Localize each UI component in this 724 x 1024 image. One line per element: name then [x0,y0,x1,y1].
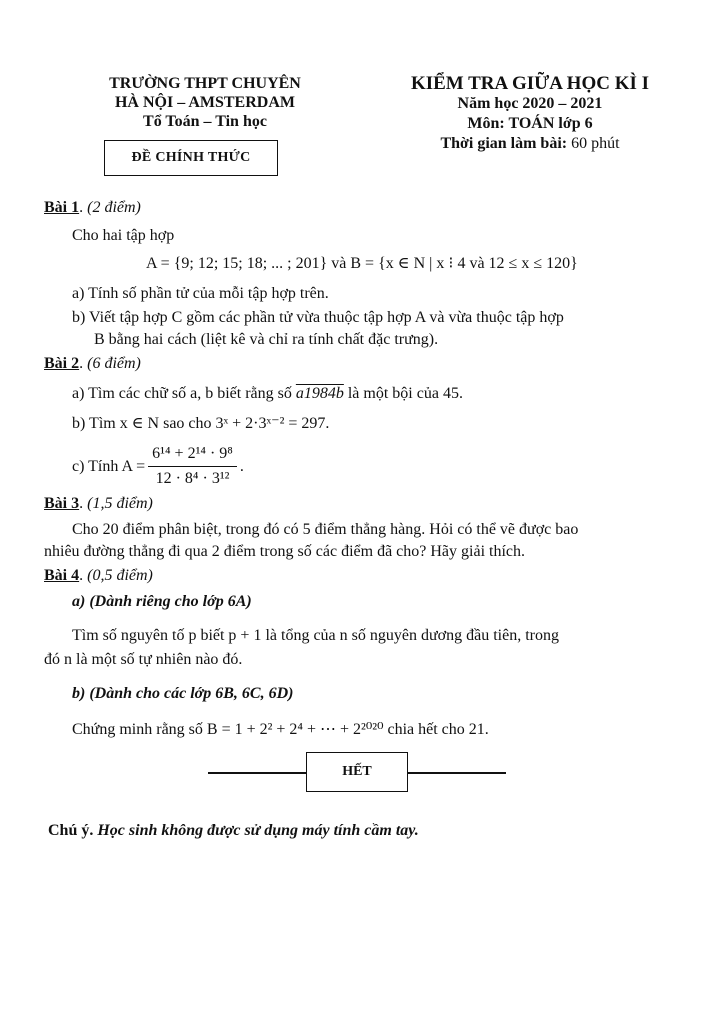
department: Tổ Toán – Tin học [143,113,267,130]
bai1-set-formula: A = {9; 12; 15; 18; ... ; 201} và B = {x ∈ N | x ⁝ 4 và 12 ≤ x ≤ 120} [146,255,578,272]
bai2-c-fraction [148,444,237,489]
bai2-c-post: . [239,457,244,475]
bai4-part-b-label: b) (Dành cho các lớp 6B, 6C, 6D) [72,685,294,702]
bai3-points: (1,5 điểm) [87,495,153,512]
school-year: Năm học 2020 – 2021 [457,95,603,112]
bai1-part-a: a) Tính số phần tử của mỗi tập hợp trên. [72,285,329,302]
bai2-title: Bài 2 [44,355,80,372]
subject: Môn: TOÁN lớp 6 [467,115,593,132]
note-label: Chú ý. [48,822,94,839]
end-label: HẾT [306,752,408,792]
bai1-part-b-line1: b) Viết tập hợp C gồm các phần tử vừa thuộc tập hợp A và vừa thuộc tập hợp [72,309,564,326]
school-name-line2: HÀ NỘI – AMSTERDAM [114,94,295,111]
bai2-a-pre: a) Tìm các chữ số a, b biết rằng số [72,385,292,402]
bai4-points: (0,5 điểm) [87,567,153,584]
bai2-c-numerator: 6¹⁴ + 2¹⁴ · 9⁸ [148,444,237,467]
bai1-intro: Cho hai tập hợp [72,227,175,244]
bai2-part-b: b) Tìm x ∈ N sao cho 3ˣ + 2·3ˣ⁻² = 297. [72,415,330,432]
bai2-c-pre: c) Tính A = [72,457,146,475]
bai4-part-b-text: Chứng minh rằng số B = 1 + 2² + 2⁴ + ⋯ + 2²⁰²⁰ chia hết cho 21. [72,721,489,738]
bai3-line2: nhiêu đường thẳng đi qua 2 điểm trong số các điểm đã cho? Hãy giải thích. [44,543,526,560]
bai1-heading: Bài 1. (2 điểm) [44,199,141,216]
note-text: Học sinh không được sử dụng máy tính cầm tay. [97,822,419,839]
bai3-line1: Cho 20 điểm phân biệt, trong đó có 5 điểm thẳng hàng. Hỏi có thể vẽ được bao [72,521,579,538]
bai4-part-a-label: a) (Dành riêng cho lớp 6A) [72,593,252,610]
bai1-title: Bài 1 [44,199,80,216]
school-header [70,74,340,131]
bai2-part-a [72,384,463,404]
bai3-heading: Bài 3. (1,5 điểm) [44,495,153,512]
bai2-a-post: là một bội của 45. [347,385,463,402]
bai2-points: (6 điểm) [87,355,141,372]
exam-header [380,74,680,154]
school-name-line1: TRƯỜNG THPT CHUYÊN [109,75,301,92]
bai1-part-b-line2: B bằng hai cách (liệt kê và chỉ ra tính chất đặc trưng). [94,331,439,348]
end-rule-right [408,772,506,774]
bai4-part-a-line2: đó n là một số tự nhiên nào đó. [44,651,243,668]
bai4-title: Bài 4 [44,567,80,584]
exam-title: KIỂM TRA GIỮA HỌC KÌ I [410,73,650,94]
bai4-heading: Bài 4. (0,5 điểm) [44,567,153,584]
bai2-heading: Bài 2. (6 điểm) [44,355,141,372]
official-label: ĐỀ CHÍNH THỨC [104,140,278,176]
bai2-c-denominator: 12 · 8⁴ · 3¹² [155,470,230,487]
bai2-a-number: a1984b [295,385,344,402]
bai1-points: (2 điểm) [87,199,141,216]
bai2-part-c [72,444,244,489]
end-rule-left [208,772,306,774]
duration-value: 60 phút [571,135,620,152]
duration [380,134,680,154]
bai3-title: Bài 3 [44,495,80,512]
note [48,822,419,840]
duration-label: Thời gian làm bài: [440,135,568,152]
bai4-part-a-line1: Tìm số nguyên tố p biết p + 1 là tổng của n số nguyên dương đầu tiên, trong [72,627,559,644]
